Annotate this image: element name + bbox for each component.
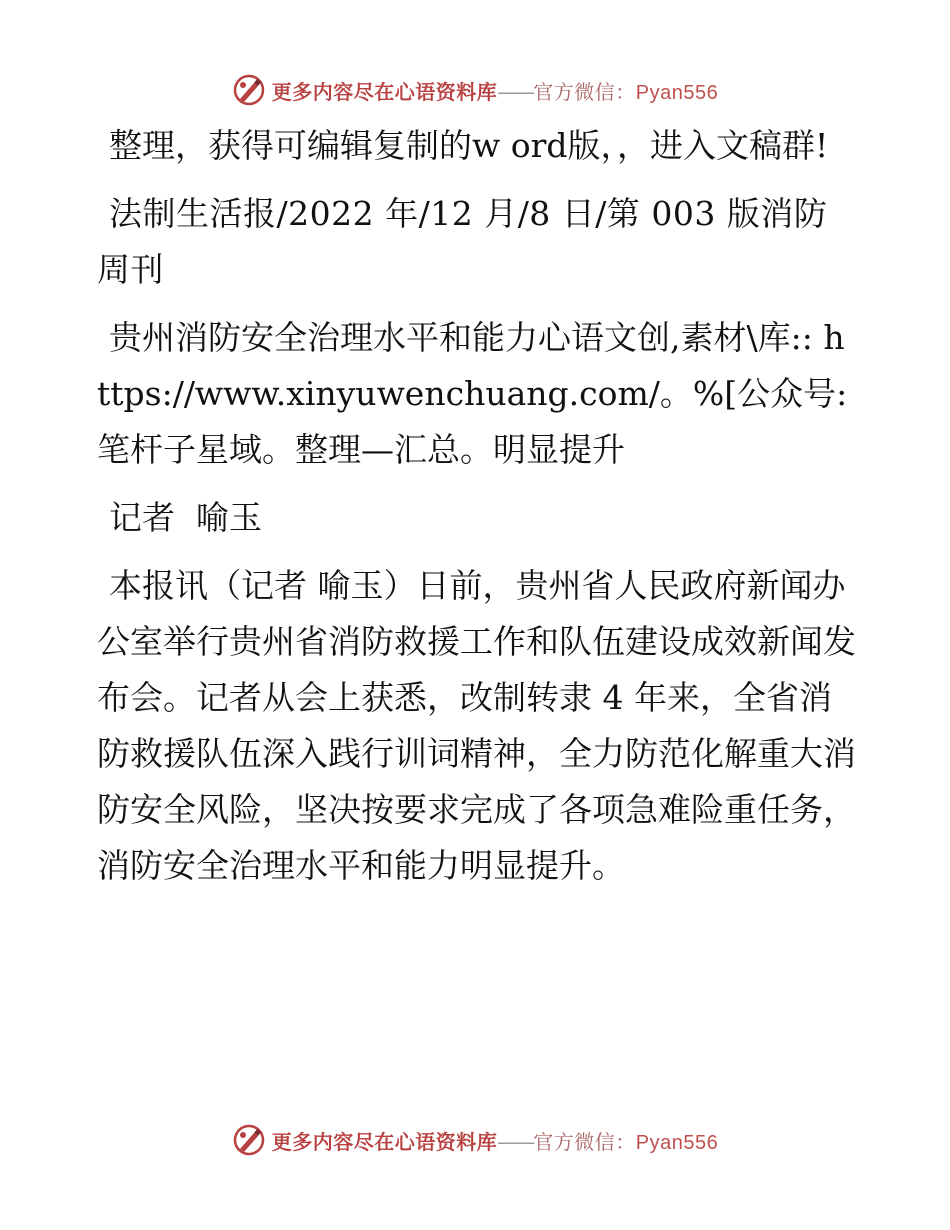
pen-seal-logo-icon	[232, 1123, 266, 1157]
banner-text	[272, 76, 718, 105]
paragraph-source: 法制生活报/2022 年/12 月/8 日/第 003 版消防周刊	[97, 194, 828, 289]
document-body	[97, 118, 857, 906]
paragraph-intro: 整理，获得可编辑复制的w ord版，，进入文稿群!	[109, 126, 829, 165]
banner-wechat-id: Pyan556	[635, 81, 719, 104]
footer-banner	[0, 1120, 950, 1160]
paragraph-body: 本报讯（记者 喻玉）日前，贵州省人民政府新闻办公室举行贵州省消防救援工作和队伍建设成效新闻发布会。记者从会上获悉，改制转隶 4 年来，全省消防救援队伍深入践行训词精神，全力防范化解重大消防安全风险，坚决按要求完成了各项急难险重任务，消防安全治理水平和能力明显提升。	[97, 566, 856, 885]
banner-separator: ——	[497, 79, 534, 104]
banner-text	[272, 1126, 718, 1155]
banner-prefix: 更多内容尽在心语资料库	[271, 79, 498, 104]
paragraph-headline: 贵州消防安全治理水平和能力心语文创,素材\库:: https://www.xinyuwenchuang.com/。%[公众号: 笔杆子星域。整理—汇总。明显提升	[97, 318, 858, 469]
paragraph-byline: 记者 喻玉	[109, 498, 262, 537]
banner-separator: ——	[497, 1129, 534, 1154]
pen-seal-logo-icon	[232, 73, 266, 107]
banner-wechat-label: 官方微信：	[533, 79, 636, 104]
banner-wechat-label: 官方微信：	[533, 1129, 636, 1154]
header-banner	[0, 70, 950, 110]
banner-prefix: 更多内容尽在心语资料库	[271, 1129, 498, 1154]
banner-wechat-id: Pyan556	[635, 1131, 719, 1154]
